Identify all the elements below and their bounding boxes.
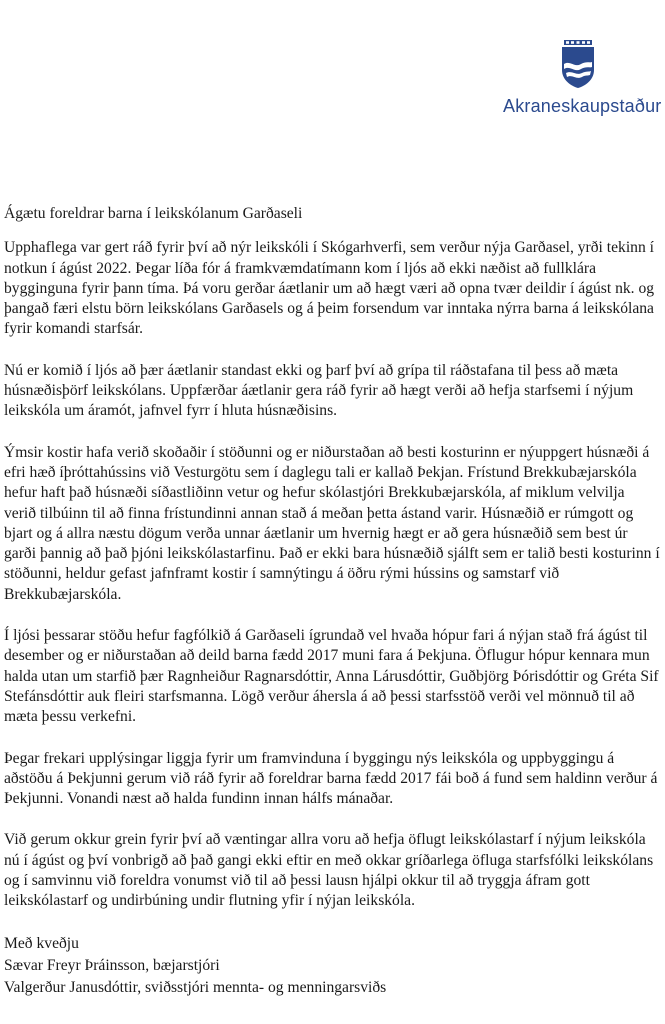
letter-paragraph: Ýmsir kostir hafa verið skoðaðir í stöðunni og er niðurstaðan að besti kosturinn er nýuppgert húsnæði á efri hæð íþróttahússins við Vesturgötu sem í daglegu tali er kallað Þekjan. Frístund Brekkubæjarskóla hefur haft það húsnæði síðastliðinn vetur og hefur skólastjóri Brekkubæjarskóla, af miklum velvilja verið tilbúinn til að finna frístundinni annan stað á meðan þetta ástand varir. Húsnæðið er rúmgott og bjart og á allra næstu dögum verða unnar áætlanir um hvernig hægt er að gera húsnæðið sem best úr garði þannig að það þjóni leikskólastarfinu. Það er ekki bara húsnæðið sjálft sem er talið besti kosturinn í stöðunni, heldur gefast jafnframt kostir í samnýtingu á öðru rými hússins og samstarf við Brekkubæjarskóla. xyxy=(4,443,660,603)
signature-line: Sævar Freyr Þráinsson, bæjarstjóri xyxy=(4,956,220,974)
letter-paragraph: Þegar frekari upplýsingar liggja fyrir um framvinduna í byggingu nýs leikskóla og uppbyggingu á aðstöðu á Þekjunni gerum við ráð fyrir að foreldrar barna fædd 2017 fái boð á fund sem haldinn verður á Þekjunni. Vonandi næst að halda fundinn innan hálfs mánaðar. xyxy=(4,749,658,808)
letterhead xyxy=(503,40,662,117)
letter-paragraph: Við gerum okkur grein fyrir því að væntingar allra voru að hefja öflugt leikskólastarf í nýjum leikskóla nú í ágúst og því vonbrigð að það gangi ekki eftir en með okkar gríðarlega öfluga starfsfólki leikskólans og í samvinnu við foreldra vonumst við til að þessi lausn hjálpi okkur til að tryggja áfram gott leikskólastarf og undirbúning undir flutning yfir í nýjan leikskóla. xyxy=(4,831,654,910)
letter-greeting: Ágætu foreldrar barna í leikskólanum Garðaseli xyxy=(4,205,303,222)
letter-paragraph: Upphaflega var gert ráð fyrir því að nýr leikskóli í Skógarhverfi, sem verður nýja Garðasel, yrði tekinn í notkun í ágúst 2022. Þegar líða fór á framkvæmdatímann kom í ljós að ekki næðist að fullklára bygginguna fyrir þann tíma. Þá voru gerðar áætlanir um að hægt væri að opna tvær deildir í ágúst nk. og þangað færi elstu börn leikskólans Garðasels og á þeim forsendum var inntaka nýrra barna á leikskólana fyrir komandi starfsár. xyxy=(4,239,655,338)
municipality-name: Akraneskaupstaður xyxy=(503,96,662,116)
letter-body xyxy=(4,204,660,999)
letter-paragraph: Í ljósi þessarar stöðu hefur fagfólkið á Garðaseli ígrundað vel hvaða hópur fari á nýjan stað frá ágúst til desember og er niðurstaðan að deild barna fædd 2017 muni fara á Þekjuna. Öflugur hópur kennara mun halda utan um starfið þær Ragnheiður Ragnarsdóttir, Anna Lárusdóttir, Guðbjörg Þórisdóttir og Gréta Sif Stefánsdóttir auk fleiri starfsmanna. Lögð verður áhersla á að þessi starfsstöð verði vel mönnuð til að mæta þessu verkefni. xyxy=(4,627,659,726)
letter-signoff xyxy=(4,933,660,999)
closing-phrase: Með kveðju xyxy=(4,934,79,952)
signature-line: Valgerður Janusdóttir, sviðsstjóri mennta- og menningarsviðs xyxy=(4,978,387,996)
crest-icon xyxy=(561,40,595,88)
letter-paragraph: Nú er komið í ljós að þær áætlanir standast ekki og þarf því að grípa til ráðstafana til þess að mæta húsnæðisþörf leikskólans. Uppfærðar áætlanir gera ráð fyrir að hægt verði að hefja starfsemi í nýjum leikskóla um áramót, jafnvel fyrr í hluta húsnæðisins. xyxy=(4,361,634,420)
